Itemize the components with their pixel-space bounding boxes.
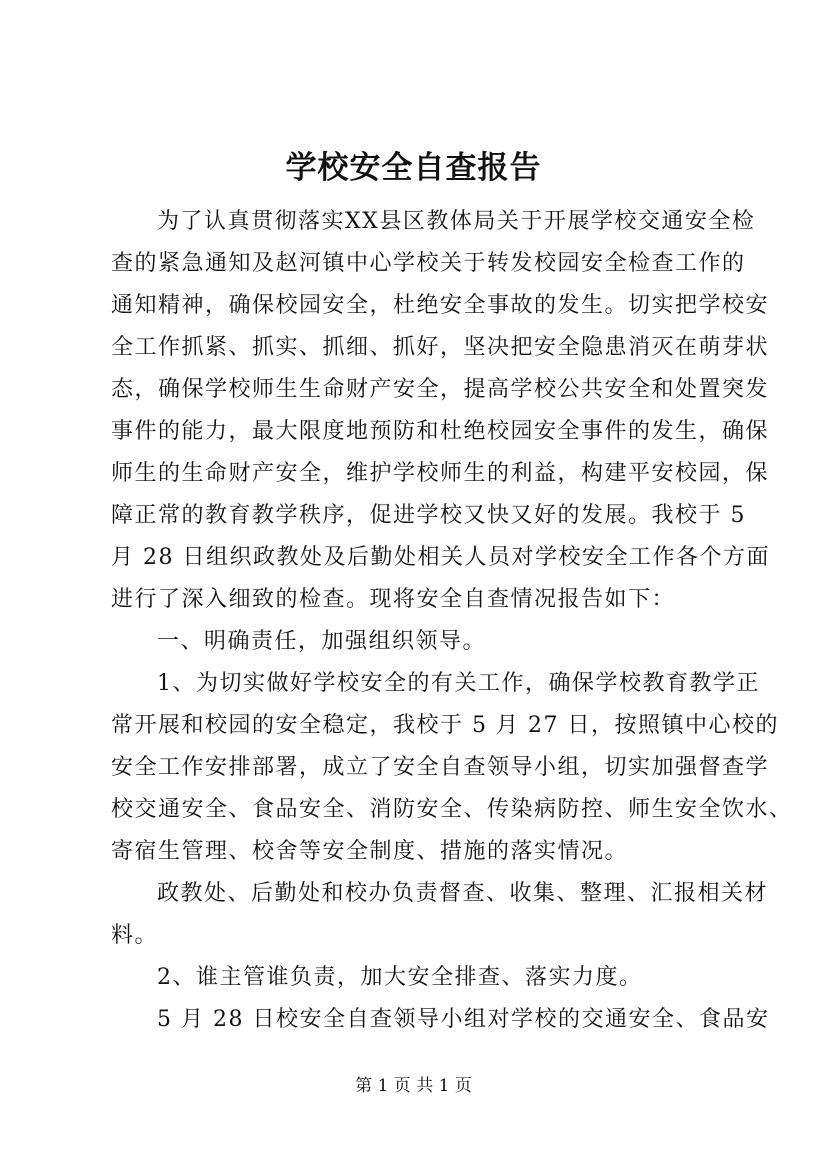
paragraph-line: 通知精神，确保校园安全，杜绝安全事故的发生。切实把学校安 [111, 293, 770, 318]
paragraph-line: 政教处、后勤处和校办负责督查、收集、整理、汇报相关材 [157, 881, 769, 906]
paragraph-line: 为了认真贯彻落实XX县区教体局关于开展学校交通安全检 [157, 209, 756, 234]
paragraph-line: 全工作抓紧、抓实、抓细、抓好，坚决把安全隐患消灭在萌芽状 [111, 335, 770, 360]
paragraph-line: 事件的能力，最大限度地预防和杜绝校园安全事件的发生，确保 [111, 419, 770, 444]
paragraph-line: 5 月 28 日校安全自查领导小组对学校的交通安全、食品安 [157, 1007, 770, 1032]
paragraph-line: 料。 [111, 923, 159, 948]
paragraph-line: 进行了深入细致的检查。现将安全自查情况报告如下： [111, 587, 676, 612]
paragraph-line: 安全工作安排部署，成立了安全自查领导小组，切实加强督查学 [111, 755, 770, 780]
paragraph-line: 月 28 日组织政教处及后勤处相关人员对学校安全工作各个方面 [111, 545, 770, 570]
paragraph-line: 校交通安全、食品安全、消防安全、传染病防控、师生安全饮水、 [111, 797, 793, 822]
document-title: 学校安全自查报告 [285, 150, 542, 186]
section-heading: 一、明确责任，加强组织领导。 [157, 629, 487, 654]
paragraph-line: 1、为切实做好学校安全的有关工作，确保学校教育教学正 [157, 671, 760, 696]
paragraph-line: 寄宿生管理、校舍等安全制度、措施的落实情况。 [111, 839, 629, 864]
paragraph-line: 常开展和校园的安全稳定，我校于 5 月 27 日，按照镇中心校的 [111, 713, 779, 738]
paragraph-line: 查的紧急通知及赵河镇中心学校关于转发校园安全检查工作的 [111, 251, 746, 276]
paragraph-line: 师生的生命财产安全，维护学校师生的利益，构建平安校园，保 [111, 461, 770, 486]
document-body [111, 201, 793, 1041]
paragraph-line: 障正常的教育教学秩序，促进学校又快又好的发展。我校于 5 [111, 503, 746, 528]
page-footer: 第 1 页 共 1 页 [355, 1076, 472, 1096]
paragraph-line: 态，确保学校师生生命财产安全，提高学校公共安全和处置突发 [111, 377, 770, 402]
paragraph-line: 2、谁主管谁负责，加大安全排查、落实力度。 [157, 965, 643, 990]
